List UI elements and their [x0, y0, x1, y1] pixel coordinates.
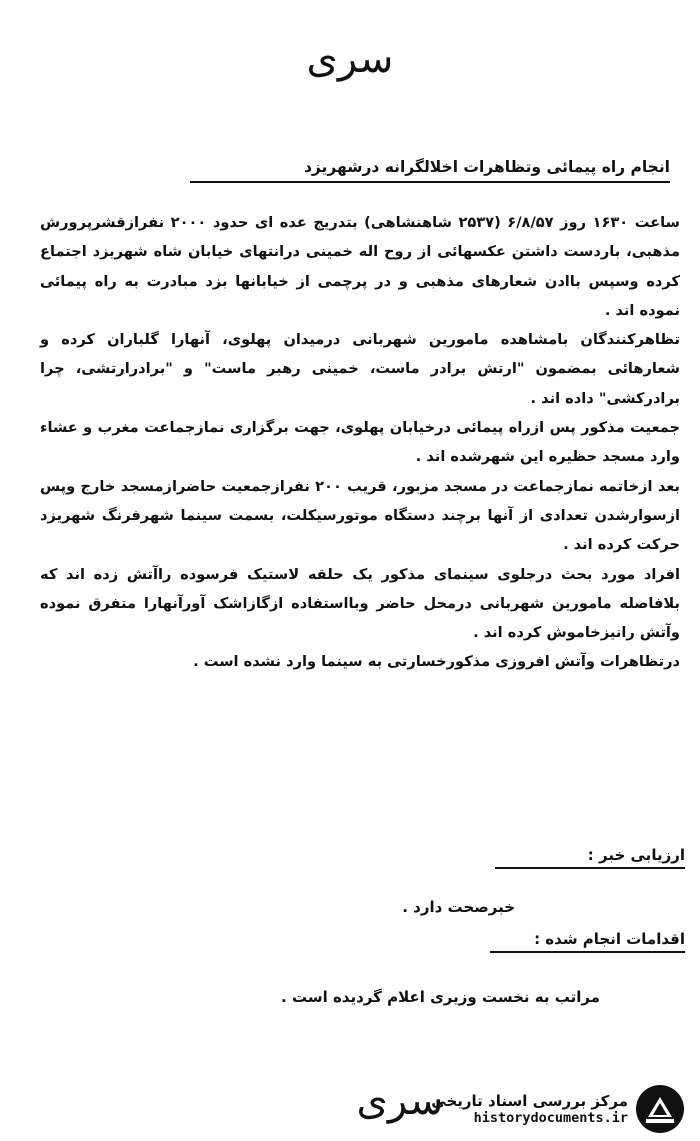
evaluation-heading: ارزیابی خبر : [495, 846, 685, 869]
actions-text: مراتب به نخست وزیری اعلام گردیده است . [281, 988, 600, 1006]
source-watermark [431, 1083, 686, 1135]
classification-label-bottom: سری [356, 1078, 444, 1124]
paragraph: جمعیت مذکور پس ازراه پیمائی درخیابان پهلوی، جهت برگزاری نمازجماعت مغرب و عشاء وارد مسجد حظیره این شهرشده اند . [40, 419, 680, 466]
report-body [40, 208, 680, 677]
paragraph: درتظاهرات وآتش افروزی مذکورخسارتی به سینما وارد نشده است . [193, 653, 680, 671]
classification-label-top: سری [306, 36, 394, 82]
paragraph: افراد مورد بحث درجلوی سینمای مذکور یک حلقه لاستیک فرسوده راآتش زده اند که بلافاصله مامورین شهربانی درمحل حاضر وبااستفاده ازگازاشک آورآنهارا متفرق نموده وآتش رانیزخاموش کرده اند . [40, 565, 680, 642]
watermark-title: مرکز بررسی اسناد تاریخی [431, 1092, 628, 1110]
paragraph: بعد ازخاتمه نمازجماعت در مسجد مزبور، قریب ۲۰۰ نفرازجمعیت حاضرازمسجد خارج وپس ازسوارشدن تعدادی از آنها برچند دستگاه موتورسیکلت، بسمت سینما شهرفرنگ شهریزد حرکت کرده اند . [40, 477, 680, 554]
report-title: انجام راه پیمائی وتظاهرات اخلالگرانه درشهریزد [190, 158, 670, 183]
archive-logo-icon [634, 1083, 686, 1135]
paragraph: تظاهرکنندگان بامشاهده مامورین شهربانی درمیدان پهلوی، آنهارا گلباران کرده و شعارهائی بمضمون "ارتش برادر ماست، خمینی رهبر ماست" و "برادرارتشی، چرا برادرکشی" داده اند . [40, 331, 680, 407]
watermark-url: historydocuments.ir [473, 1110, 628, 1126]
paragraph: ساعت ۱۶۳۰ روز ۶/۸/۵۷ (۲۵۳۷ شاهنشاهی) بتدریج عده ای حدود ۲۰۰۰ نفرازقشرپرورش مذهبی، باردست داشتن عکسهائی از روح اله خمینی درانتهای خیابان شاه شهریزد اجتماع کرده وسپس باادن شعارهای مذهبی و در پرچمی از خیابانها بزد مبادرت به راه پیمائی نموده اند . [40, 214, 680, 319]
actions-heading: اقدامات انجام شده : [490, 930, 685, 953]
evaluation-text: خبرصحت دارد . [402, 898, 515, 916]
